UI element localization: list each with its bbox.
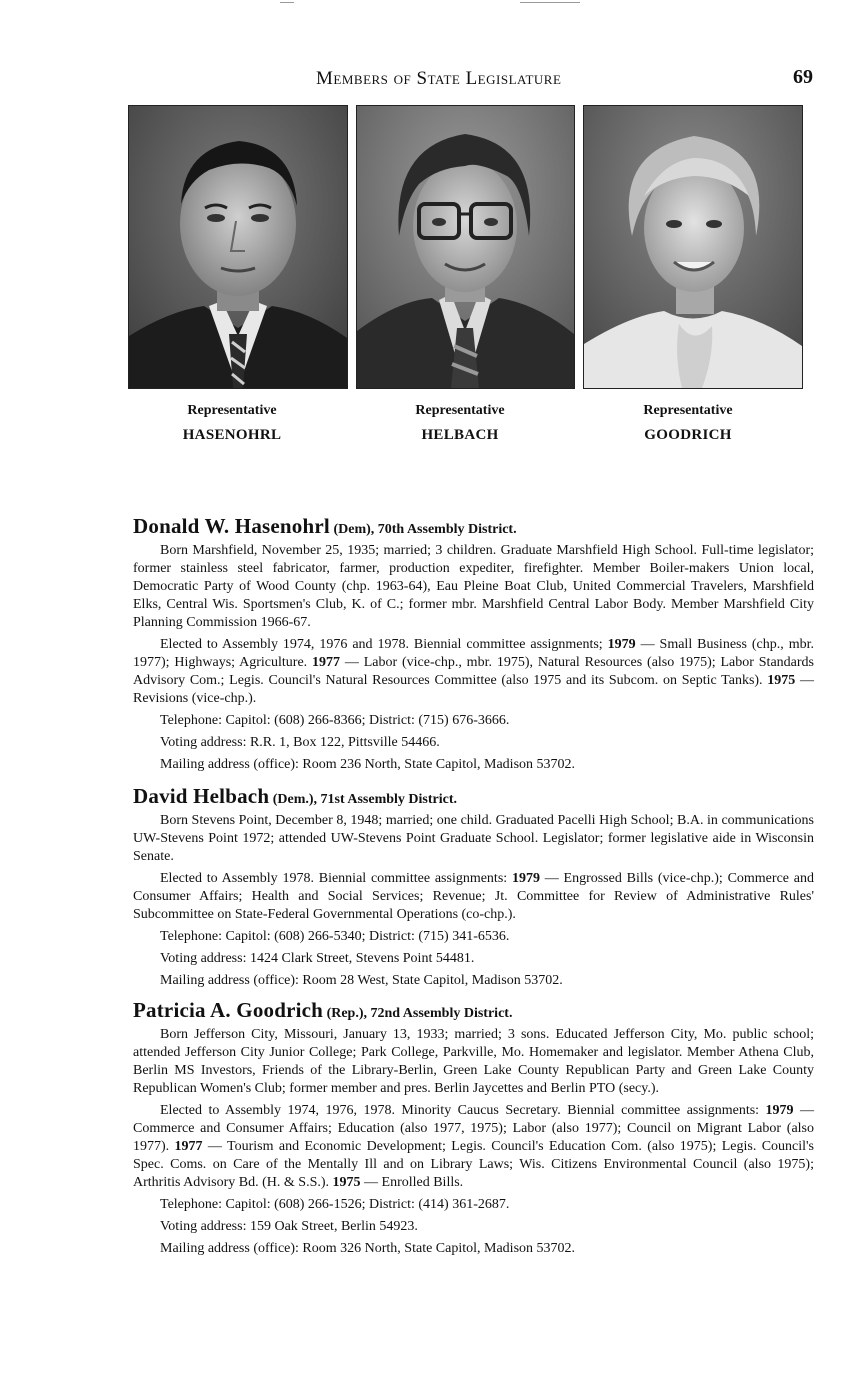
member-bio: Born Jefferson City, Missouri, January 13, 1933; married; 3 sons. Educated Jefferson City, Mo. public school; attended Jefferson City Junior College; Park College, Parkville, Mo. Homemaker and legislator. Member Athena Club, Berlin MS Investors, Friends of the Library-Berlin, Green Lake County Republican Party and Green Lake County Republican Women's Club; former member and pres. Berlin Jaycettes and Berlin PTO (secy.).	[133, 1027, 814, 1096]
member-district: 70th Assembly District.	[377, 522, 517, 537]
member-service: Elected to Assembly 1974, 1976, 1978. Minority Caucus Secretary. Biennial committee assignments: 1979 — Commerce and Consumer Affairs; Education (also 1977, 1975); Labor (also 1977); Council on Migrant Labor (also 1977). 1977 — Tourism and Economic Development; Legis. Council's Education Com. (also 1975); Legis. Council's Spec. Coms. on Care of the Mentally Ill and on Library Laws; Wis. Citizens Environmental Council (also 1975); Arthritis Advisory Bd. (H. & S.S.). 1975 — Enrolled Bills.	[133, 1103, 815, 1190]
caption-title: Representative	[187, 403, 277, 418]
member-telephone: Telephone: Capitol: (608) 266-1526; District: (414) 361-2687.	[160, 1197, 510, 1212]
caption-title: Representative	[415, 403, 505, 418]
member-mailing-address: Mailing address (office): Room 326 North, State Capitol, Madison 53702.	[160, 1241, 576, 1256]
photo-goodrich	[583, 105, 803, 389]
caption-name: GOODRICH	[644, 427, 732, 443]
member-telephone: Telephone: Capitol: (608) 266-8366; District: (715) 676-3666.	[160, 713, 510, 728]
caption-goodrich	[588, 399, 788, 447]
member-district: 72nd Assembly District.	[370, 1006, 513, 1021]
member-heading: Patricia A. Goodrich (Rep.), 72nd Assembly District.	[133, 998, 513, 1022]
member-bio: Born Stevens Point, December 8, 1948; married; one child. Graduated Pacelli High School; B.A. in communications UW-Stevens Point 1972; attended UW-Stevens Point Graduate School. Legislator; former legislative aide in Wisconsin Senate.	[133, 813, 814, 864]
member-bio: Born Marshfield, November 25, 1935; married; 3 children. Graduate Marshfield High School. Full-time legislator; former stainless steel fabricator, farmer, production expediter, firefighter. Member Boiler-makers Union local, Democratic Party of Wood County (chp. 1963-64), Eau Pleine Boat Club, United Commercial Travelers, Marshfield Elks, Central Wis. Sportsmen's Club, K. of C.; former mbr. Marshfield Central Labor Body. Member Marshfield City Planning Commission 1966-67.	[133, 543, 814, 630]
page-number: 69	[793, 66, 813, 88]
member-party: (Dem.)	[272, 792, 314, 807]
member-voting-address: Voting address: 1424 Clark Street, Stevens Point 54481.	[160, 951, 475, 966]
member-heading: David Helbach (Dem.), 71st Assembly District.	[133, 784, 458, 808]
bio-helbach	[133, 784, 814, 990]
running-head: Members of State Legislature	[316, 68, 562, 89]
photo-hasenohrl	[128, 105, 348, 389]
bio-hasenohrl	[133, 514, 814, 774]
member-party: (Dem)	[333, 522, 371, 537]
page-header	[0, 66, 859, 92]
member-voting-address: Voting address: R.R. 1, Box 122, Pittsville 54466.	[160, 735, 440, 750]
member-voting-address: Voting address: 159 Oak Street, Berlin 54923.	[160, 1219, 418, 1234]
member-name: Patricia A. Goodrich	[133, 998, 324, 1022]
member-heading: Donald W. Hasenohrl (Dem), 70th Assembly District.	[133, 514, 517, 538]
bio-goodrich	[133, 998, 815, 1258]
member-name: David Helbach	[133, 784, 270, 808]
member-telephone: Telephone: Capitol: (608) 266-5340; District: (715) 341-6536.	[160, 929, 510, 944]
photo-helbach	[356, 105, 575, 389]
member-name: Donald W. Hasenohrl	[133, 514, 330, 538]
member-mailing-address: Mailing address (office): Room 236 North, State Capitol, Madison 53702.	[160, 757, 576, 772]
member-party: (Rep.)	[326, 1006, 364, 1021]
caption-hasenohrl	[132, 399, 332, 447]
caption-name: HASENOHRL	[182, 427, 282, 443]
caption-helbach	[360, 399, 560, 447]
member-service: Elected to Assembly 1978. Biennial committee assignments: 1979 — Engrossed Bills (vice-chp.); Commerce and Consumer Affairs; Health and Social Services; Revenue; Jt. Committee for Review of Administrative Rules' Subcommittee on State-Federal Governmental Operations (co-chp.).	[133, 871, 814, 922]
caption-title: Representative	[643, 403, 733, 418]
member-district: 71st Assembly District.	[320, 792, 458, 807]
member-service: Elected to Assembly 1974, 1976 and 1978. Biennial committee assignments; 1979 — Small Business (chp., mbr. 1977); Highways; Agriculture. 1977 — Labor (vice-chp., mbr. 1975), Natural Resources (also 1975); Labor Standards Advisory Com.; Legis. Council's Natural Resources Committee (also 1975 and its Subcom. on Septic Tanks). 1975 — Revisions (vice-chp.).	[133, 637, 814, 706]
caption-name: HELBACH	[421, 427, 499, 443]
scan-artifact-marks	[280, 0, 600, 6]
member-mailing-address: Mailing address (office): Room 28 West, State Capitol, Madison 53702.	[160, 973, 563, 988]
